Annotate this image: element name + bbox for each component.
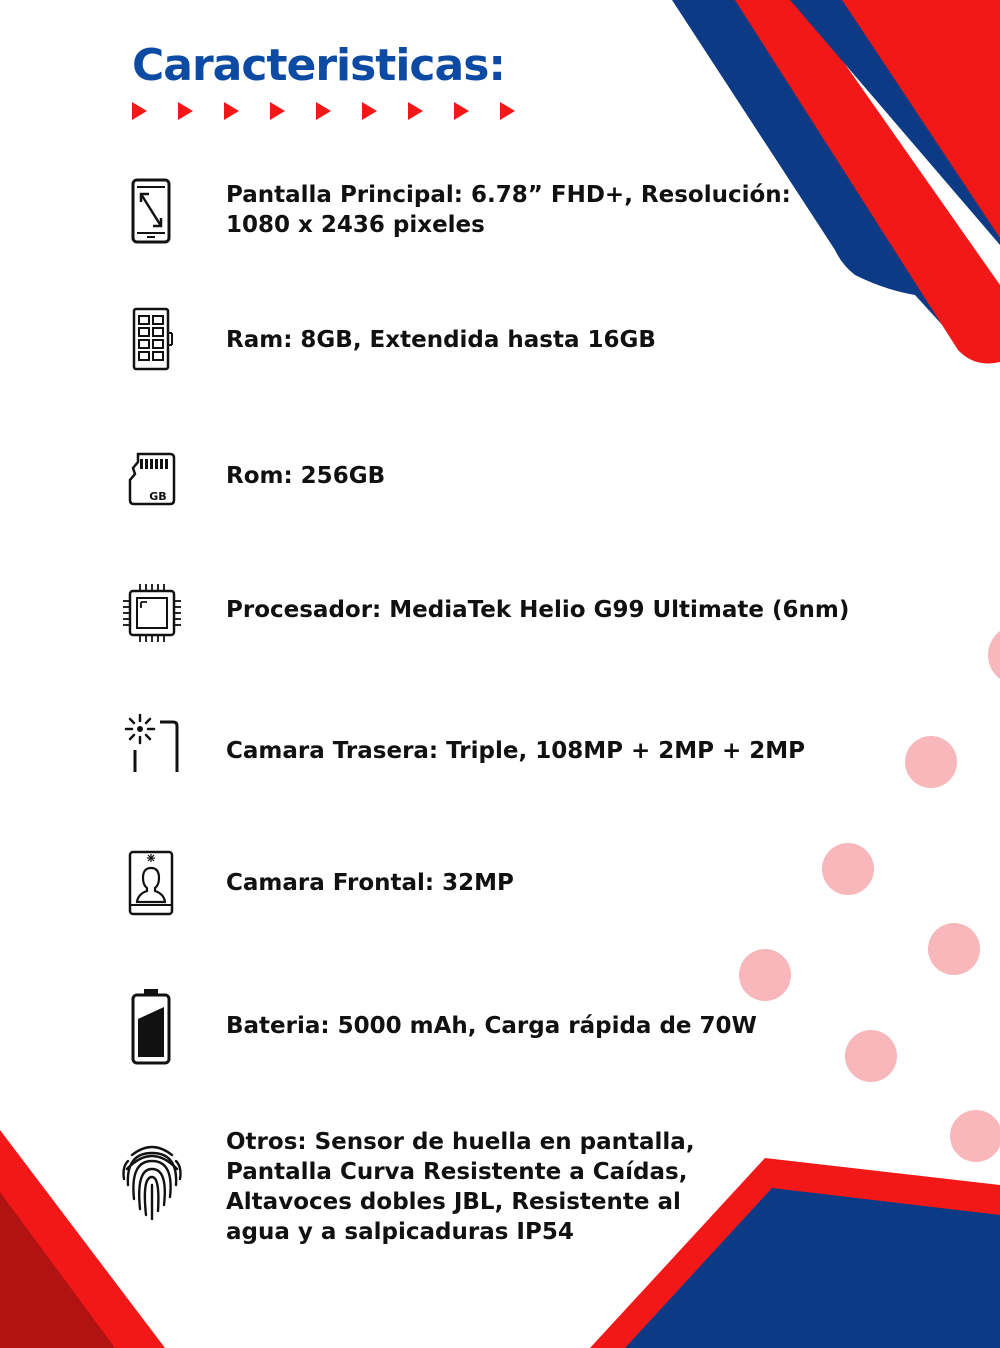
feature-processor bbox=[0, 580, 900, 644]
rear-camera-icon bbox=[118, 712, 186, 774]
fingerprint-icon bbox=[118, 1139, 186, 1221]
feature-others bbox=[0, 1125, 900, 1250]
pink-dot bbox=[928, 923, 980, 975]
pink-dot bbox=[905, 736, 957, 788]
pink-dot bbox=[988, 625, 1000, 685]
feature-ram bbox=[0, 305, 900, 375]
battery-icon bbox=[118, 987, 186, 1067]
pink-dot bbox=[950, 1110, 1000, 1162]
page-title: Caracteristicas: bbox=[132, 40, 505, 91]
feature-processor-text: Procesador: MediaTek Helio G99 Ultimate (6nm) bbox=[226, 597, 850, 623]
feature-others-text: Otros: Sensor de huella en pantalla, Pantalla Curva Resistente a Caídas, Altavoces dobles JBL, Resistente al agua y a salpicaduras IP54 bbox=[226, 1129, 695, 1245]
feature-rear-camera bbox=[0, 712, 900, 776]
feature-rom-text: Rom: 256GB bbox=[226, 463, 386, 489]
feature-screen-text: Pantalla Principal: 6.78” FHD+, Resolución: 1080 x 2436 pixeles bbox=[226, 182, 791, 238]
sd-card-label: GB bbox=[149, 490, 167, 503]
decorative-arrow-row bbox=[132, 100, 522, 122]
processor-icon bbox=[118, 582, 186, 644]
ram-chip-icon bbox=[118, 307, 186, 373]
feature-battery bbox=[0, 985, 900, 1065]
feature-front-camera-text: Camara Frontal: 32MP bbox=[226, 870, 514, 896]
phone-screen-icon bbox=[118, 178, 186, 246]
feature-battery-text: Bateria: 5000 mAh, Carga rápida de 70W bbox=[226, 1013, 757, 1039]
feature-ram-text: Ram: 8GB, Extendida hasta 16GB bbox=[226, 327, 656, 353]
feature-rom bbox=[0, 448, 900, 508]
feature-rear-camera-text: Camara Trasera: Triple, 108MP + 2MP + 2MP bbox=[226, 738, 806, 764]
feature-front-camera bbox=[0, 848, 900, 918]
sd-card-icon bbox=[118, 450, 186, 508]
front-camera-icon bbox=[118, 850, 186, 918]
feature-screen bbox=[0, 175, 900, 245]
